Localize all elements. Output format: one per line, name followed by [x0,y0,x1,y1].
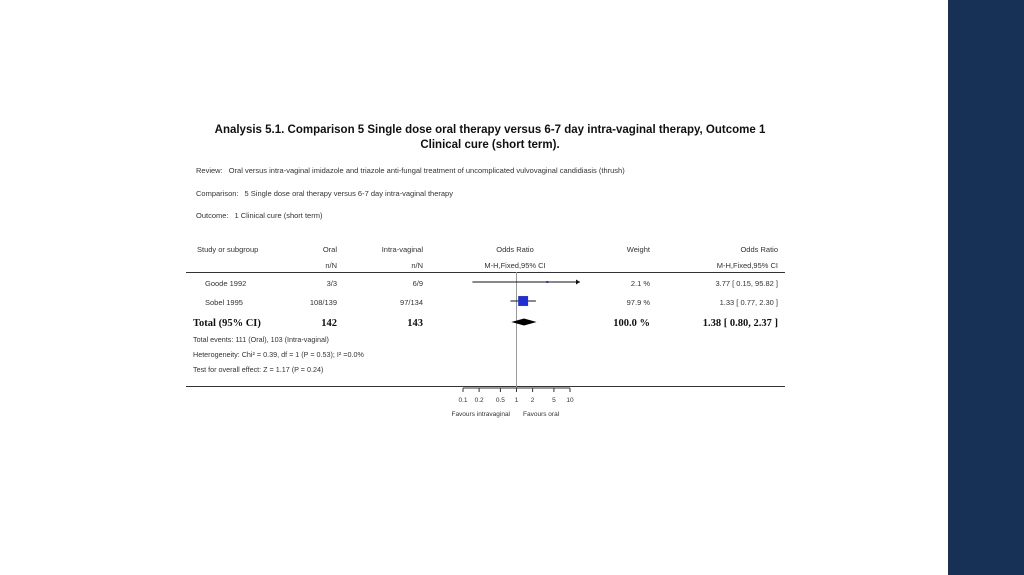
review-value: Oral versus intra-vaginal imidazole and triazole anti-fungal treatment of uncomplicated vulvovaginal candidiasis (thrush) [228,166,625,175]
header-oral-sub: n/N [325,261,337,270]
header-intra: Intra-vaginal [381,245,423,254]
row-weight: 97.9 % [626,298,650,307]
study-marker [518,296,528,306]
ci-arrow [576,280,580,285]
favours-right: Favours oral [523,411,560,418]
row-weight: 2.1 % [630,279,650,288]
heterogeneity: Heterogeneity: Chi² = 0.39, df = 1 (P = 0.53); I² =0.0% [193,350,364,359]
row-intra: 6/9 [412,279,423,288]
x-tick-label: 2 [530,397,535,404]
study-marker [546,281,548,283]
x-tick-label: 5 [552,397,556,404]
total-ci-text: 1.38 [ 0.80, 2.37 ] [702,318,778,329]
total-oral: 142 [321,318,337,329]
outcome-key: Outcome: [196,211,229,220]
total-label: Total (95% CI) [193,318,261,329]
outcome-value: 1 Clinical cure (short term) [234,211,323,220]
total-intra: 143 [407,318,423,329]
header-odds-ratio: Odds Ratio [496,245,534,254]
row-study-name: Sobel 1995 [205,298,243,307]
row-intra: 97/134 [400,298,423,307]
review-key: Review: [196,166,223,175]
header-odds-ratio-2-sub: M-H,Fixed,95% CI [716,261,778,270]
total-weight: 100.0 % [613,318,650,329]
header-odds-ratio-sub: M-H,Fixed,95% CI [484,261,546,270]
pooled-diamond [511,319,536,326]
overall-effect: Test for overall effect: Z = 1.17 (P = 0.24) [193,365,324,374]
row-oral: 108/139 [309,298,337,307]
header-odds-ratio-2: Odds Ratio [740,245,778,254]
row-oral: 3/3 [326,279,337,288]
comparison-key: Comparison: [196,189,239,198]
header-oral: Oral [322,245,337,254]
title-line-2: Clinical cure (short term). [420,139,560,151]
row-study-name: Goode 1992 [205,279,247,288]
title-line-1: Analysis 5.1. Comparison 5 Single dose oral therapy versus 6-7 day intra-vaginal therapy, Outcome 1 [214,124,766,136]
x-tick-label: 1 [514,397,519,404]
header-study: Study or subgroup [197,245,259,254]
x-tick-label: 0.1 [458,397,468,404]
x-tick-label: 0.2 [474,397,484,404]
row-ci-text: 1.33 [ 0.77, 2.30 ] [719,298,778,307]
x-tick-label: 10 [566,397,574,404]
row-ci-text: 3.77 [ 0.15, 95.82 ] [715,279,778,288]
favours-left: Favours intravaginal [451,411,510,418]
total-events: Total events: 111 (Oral), 103 (Intra-vaginal) [193,335,329,344]
header-intra-sub: n/N [411,261,423,270]
x-tick-label: 0.5 [495,397,505,404]
comparison-value: 5 Single dose oral therapy versus 6-7 day intra-vaginal therapy [244,189,453,198]
header-weight: Weight [626,245,650,254]
